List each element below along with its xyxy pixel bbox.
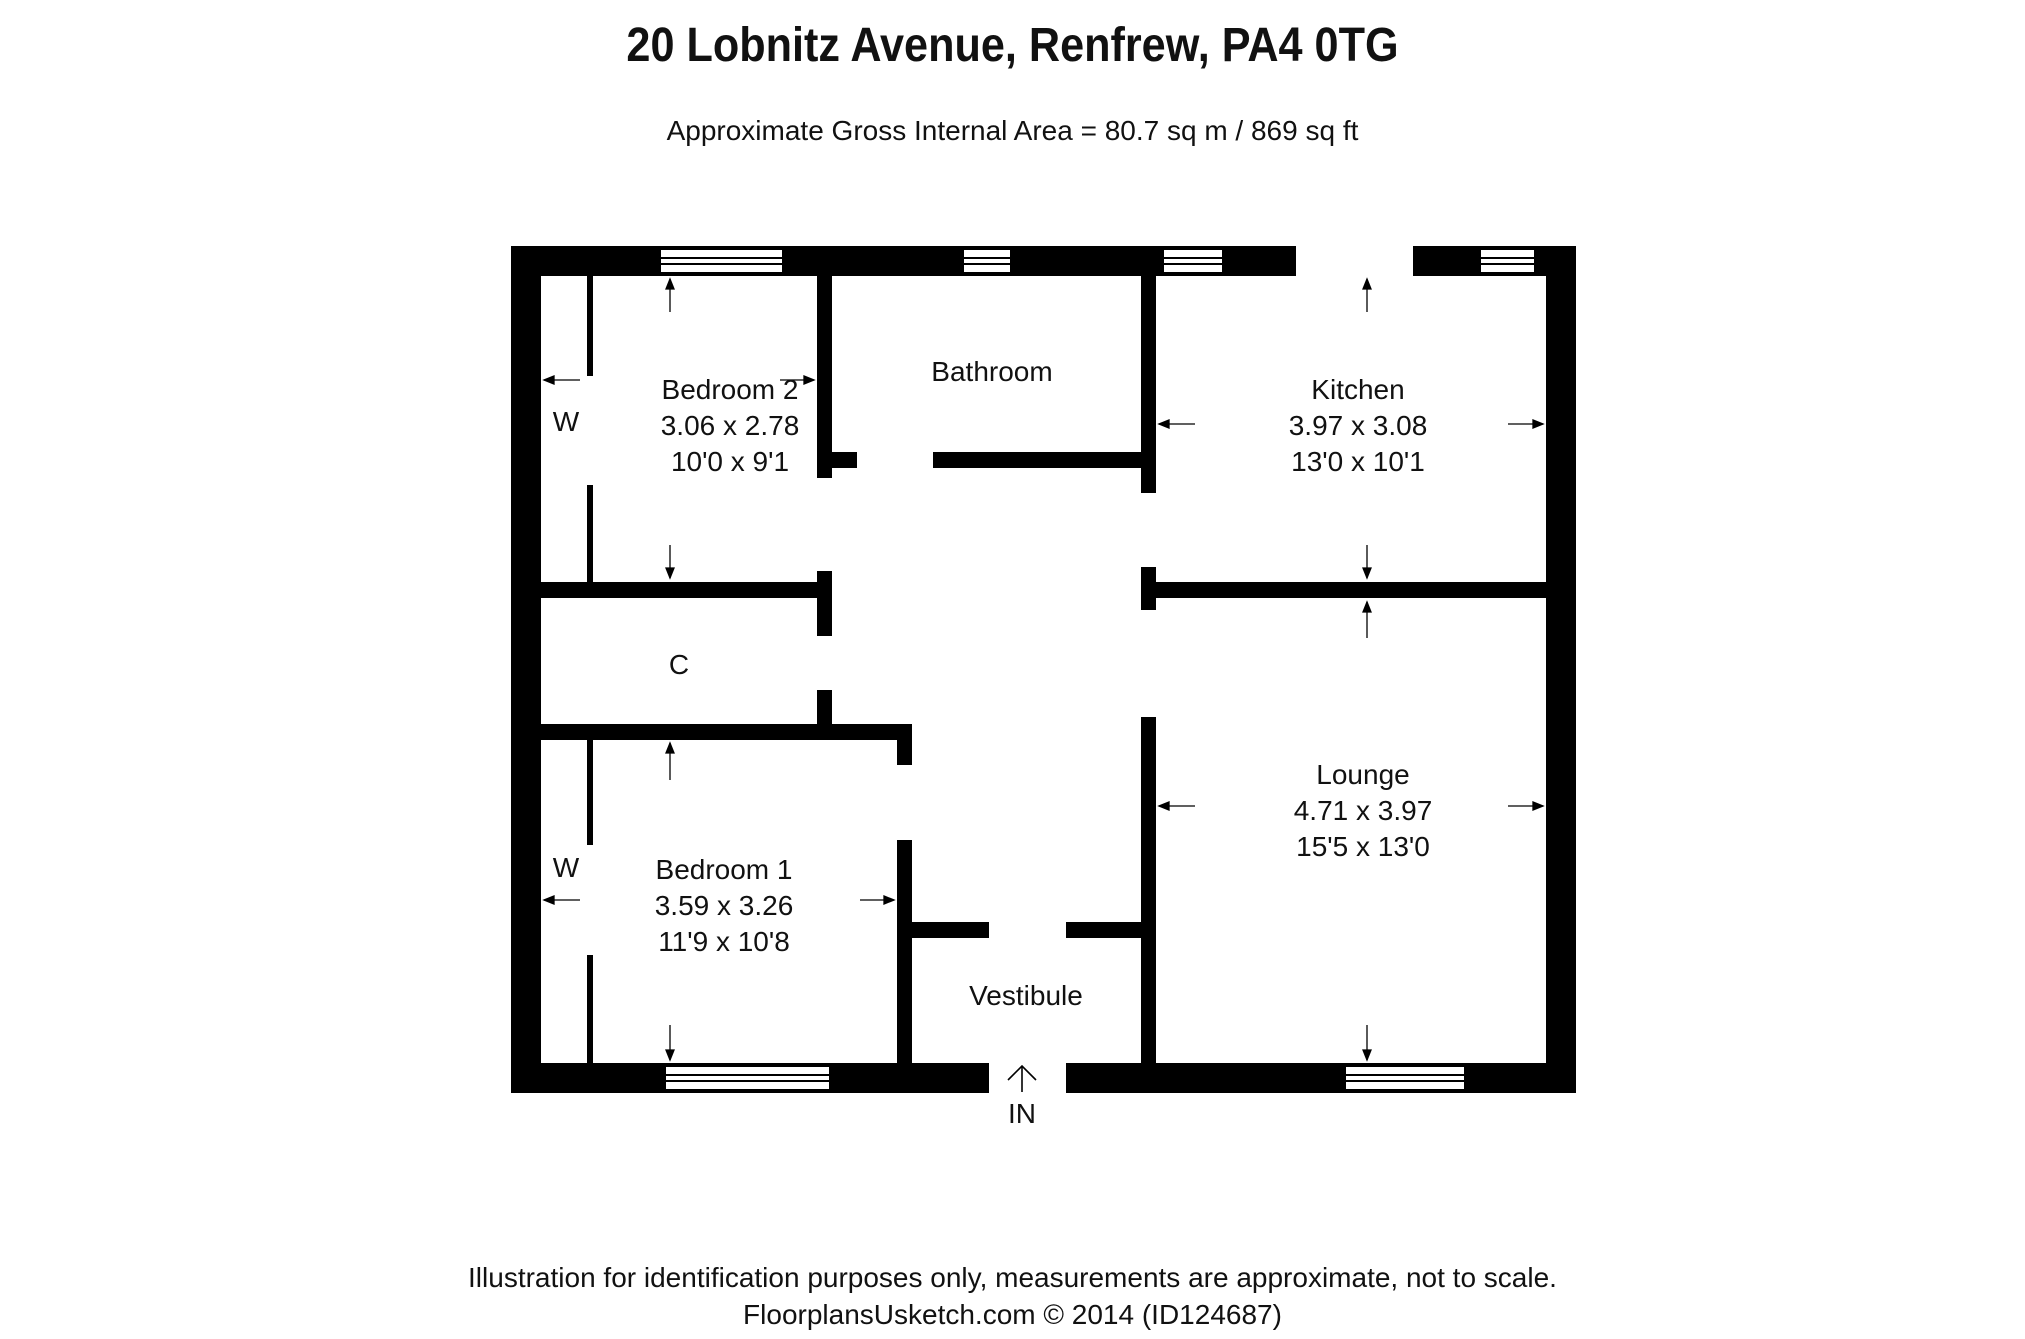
wall-lounge-hall <box>1141 717 1156 1063</box>
wall-bed2-bottom <box>541 582 831 598</box>
bedroom2-imperial: 10'0 x 9'1 <box>670 446 790 477</box>
kitchen-name: Kitchen <box>1311 374 1405 405</box>
wardrobe-top-label: W <box>552 406 580 437</box>
lounge-imperial: 15'5 x 13'0 <box>1296 831 1430 862</box>
entrance-arrow <box>1008 1066 1036 1092</box>
wall-kitchen-hall <box>1141 567 1156 610</box>
bedroom1-imperial: 11'9 x 10'8 <box>658 926 790 957</box>
wall-bed1-wardrobe-lower <box>587 955 593 1063</box>
kitchen-metric: 3.97 x 3.08 <box>1288 410 1428 441</box>
room-lounge <box>1294 759 1433 862</box>
wall-bed2-bath <box>817 276 832 478</box>
wall-vestibule-right <box>1066 922 1146 938</box>
bedroom2-metric: 3.06 x 2.78 <box>660 410 800 441</box>
window-bedroom2 <box>660 249 783 273</box>
room-bedroom2 <box>661 374 800 477</box>
window-kitchen-left <box>1163 249 1223 273</box>
wall-bed2-wardrobe-lower <box>587 485 593 585</box>
wall-cupboard-bottom <box>541 724 912 740</box>
wall-cupboard-side-top <box>817 571 832 636</box>
window-kitchen-right <box>1480 249 1535 273</box>
entrance-label: IN <box>1008 1098 1036 1129</box>
room-bedroom1 <box>655 854 794 957</box>
wardrobe-bottom-label: W <box>552 852 580 883</box>
wall-bed2-wardrobe <box>587 276 593 376</box>
credit-text: FloorplansUsketch.com © 2014 (ID124687) <box>743 1299 1282 1330</box>
bathroom-name: Bathroom <box>931 356 1053 387</box>
wall-vestibule-left <box>912 922 989 938</box>
wall-bath-bottom <box>933 452 1141 468</box>
window-bathroom <box>963 249 1011 273</box>
wall-bed1-hall <box>897 840 912 1063</box>
gross-area-text: Approximate Gross Internal Area = 80.7 sq m / 869 sq ft <box>666 115 1359 146</box>
wall-bath-kitchen <box>1141 276 1156 493</box>
wall-bed1-hall-top <box>897 724 912 765</box>
bedroom2-name: Bedroom 2 <box>661 374 799 405</box>
window-lounge <box>1345 1066 1465 1090</box>
wall-bottom-right <box>1066 1063 1576 1093</box>
kitchen-imperial: 13'0 x 10'1 <box>1291 446 1425 477</box>
room-kitchen <box>1289 374 1428 477</box>
bedroom1-name: Bedroom 1 <box>655 854 793 885</box>
disclaimer-text: Illustration for identification purposes only, measurements are approximate, not to scale. <box>468 1262 1557 1293</box>
bedroom1-metric: 3.59 x 3.26 <box>654 890 794 921</box>
wall-bed1-wardrobe <box>587 740 593 845</box>
vestibule-name: Vestibule <box>969 980 1083 1011</box>
wall-bath-stub <box>817 452 857 468</box>
wall-right <box>1546 246 1576 1093</box>
window-bedroom1 <box>665 1066 830 1090</box>
wall-kitchen-lounge <box>1156 582 1546 598</box>
lounge-metric: 4.71 x 3.97 <box>1293 795 1433 826</box>
wall-left <box>511 246 541 1093</box>
plan-title: 20 Lobnitz Avenue, Renfrew, PA4 0TG <box>626 19 1399 72</box>
lounge-name: Lounge <box>1316 759 1410 790</box>
cupboard-label: C <box>668 649 690 680</box>
